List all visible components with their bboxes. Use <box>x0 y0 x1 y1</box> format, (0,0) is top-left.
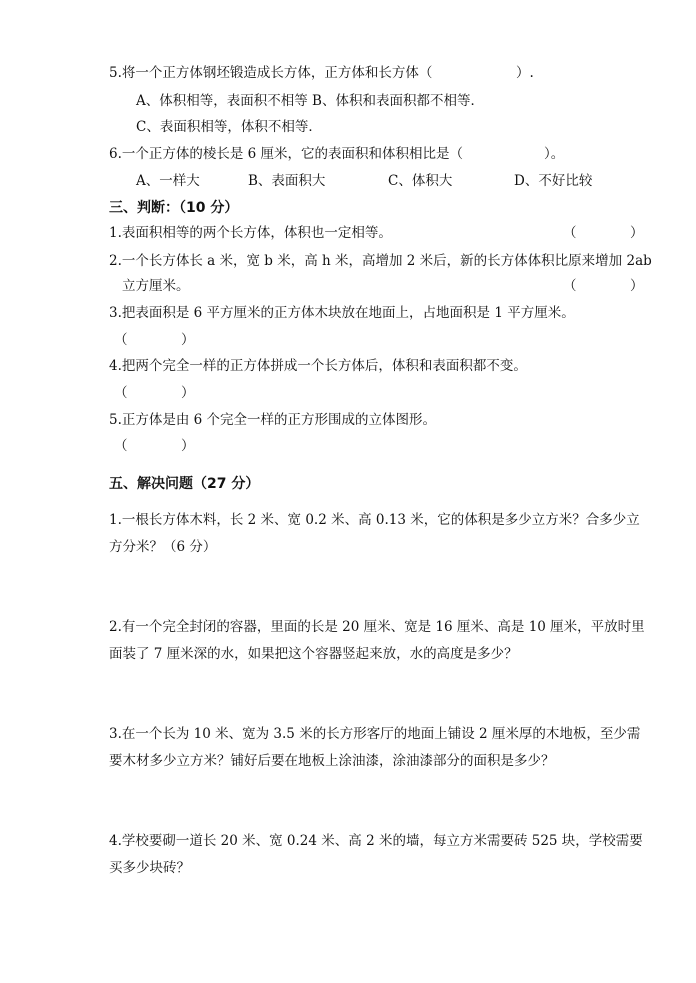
judge-q3-paren-left: （ <box>114 332 128 348</box>
choice-q6-option-a: A、一样大 <box>136 173 200 189</box>
judge-q1-paren-left: （ <box>563 225 577 241</box>
judge-q3-paren-right: ） <box>181 332 195 348</box>
choice-q5-stem: 5.将一个正方体钢坯锻造成长方体，正方体和长方体（ <box>109 65 433 81</box>
judge-q2-line1: 2.一个长方体长 a 米，宽 b 米，高 h 米，高增加 2 米后，新的长方体体积比原来增加 2ab <box>109 253 652 269</box>
solve-q3-line1: 3.在一个长为 10 米、宽为 3.5 米的长方形客厅的地面上铺设 2 厘米厚的木地板，至少需 <box>109 726 641 742</box>
solve-q3-line2: 要木材多少立方米？铺好后要在地板上涂油漆，涂油漆部分的面积是多少？ <box>109 753 555 769</box>
choice-q5-option-c: C、表面积相等，体积不相等． <box>136 119 322 135</box>
judge-q4-paren-left: （ <box>114 385 128 401</box>
solve-q1-line2: 方分米？（6 分） <box>109 539 217 555</box>
choice-q6-option-c: C、体积大 <box>388 173 453 189</box>
judge-q4-paren-right: ） <box>181 385 195 401</box>
choice-q5-stem-end: ）. <box>516 65 534 81</box>
choice-q5-options-ab: A、体积相等，表面积不相等 B、体积和表面积都不相等． <box>136 93 484 109</box>
solve-q2-line1: 2.有一个完全封闭的容器，里面的长是 20 厘米、宽是 16 厘米、高是 10 厘米，平放时里 <box>109 619 645 635</box>
solve-q2-line2: 面装了 7 厘米深的水，如果把这个容器竖起来放，水的高度是多少？ <box>109 646 518 662</box>
judge-q5-paren-right: ） <box>181 438 195 454</box>
choice-q6-stem-end: ）。 <box>544 146 565 162</box>
choice-q6-option-d: D、不好比较 <box>514 173 593 189</box>
solve-heading: 五、解决问题（27 分） <box>109 476 260 492</box>
judge-q5-paren-left: （ <box>114 438 128 454</box>
judge-q2-paren-left: （ <box>563 278 577 294</box>
judge-heading: 三、判断：（10 分） <box>109 200 239 216</box>
judge-q1-paren-right: ） <box>630 225 644 241</box>
judge-q1: 1.表面积相等的两个长方体，体积也一定相等。 <box>109 225 392 241</box>
judge-q3: 3.把表面积是 6 平方厘米的正方体木块放在地面上，占地面积是 1 平方厘米。 <box>109 305 575 321</box>
choice-q6-stem: 6.一个正方体的棱长是 6 厘米，它的表面积和体积相比是（ <box>109 146 464 162</box>
choice-q6-option-b: B、表面积大 <box>248 173 326 189</box>
judge-q2-line2: 立方厘米。 <box>122 278 190 294</box>
solve-q1-line1: 1.一根长方体木料，长 2 米、宽 0.2 米、高 0.13 米，它的体积是多少立方米？合多少立 <box>109 512 640 528</box>
judge-q5: 5.正方体是由 6 个完全一样的正方形围成的立体图形。 <box>109 412 437 428</box>
judge-q2-paren-right: ） <box>630 278 644 294</box>
solve-q4-line1: 4.学校要砌一道长 20 米、宽 0.24 米、高 2 米的墙，每立方米需要砖 525 块，学校需要 <box>109 833 643 849</box>
solve-q4-line2: 买多少块砖？ <box>109 860 190 876</box>
judge-q4: 4.把两个完全一样的正方体拼成一个长方体后，体积和表面积都不变。 <box>109 358 527 374</box>
